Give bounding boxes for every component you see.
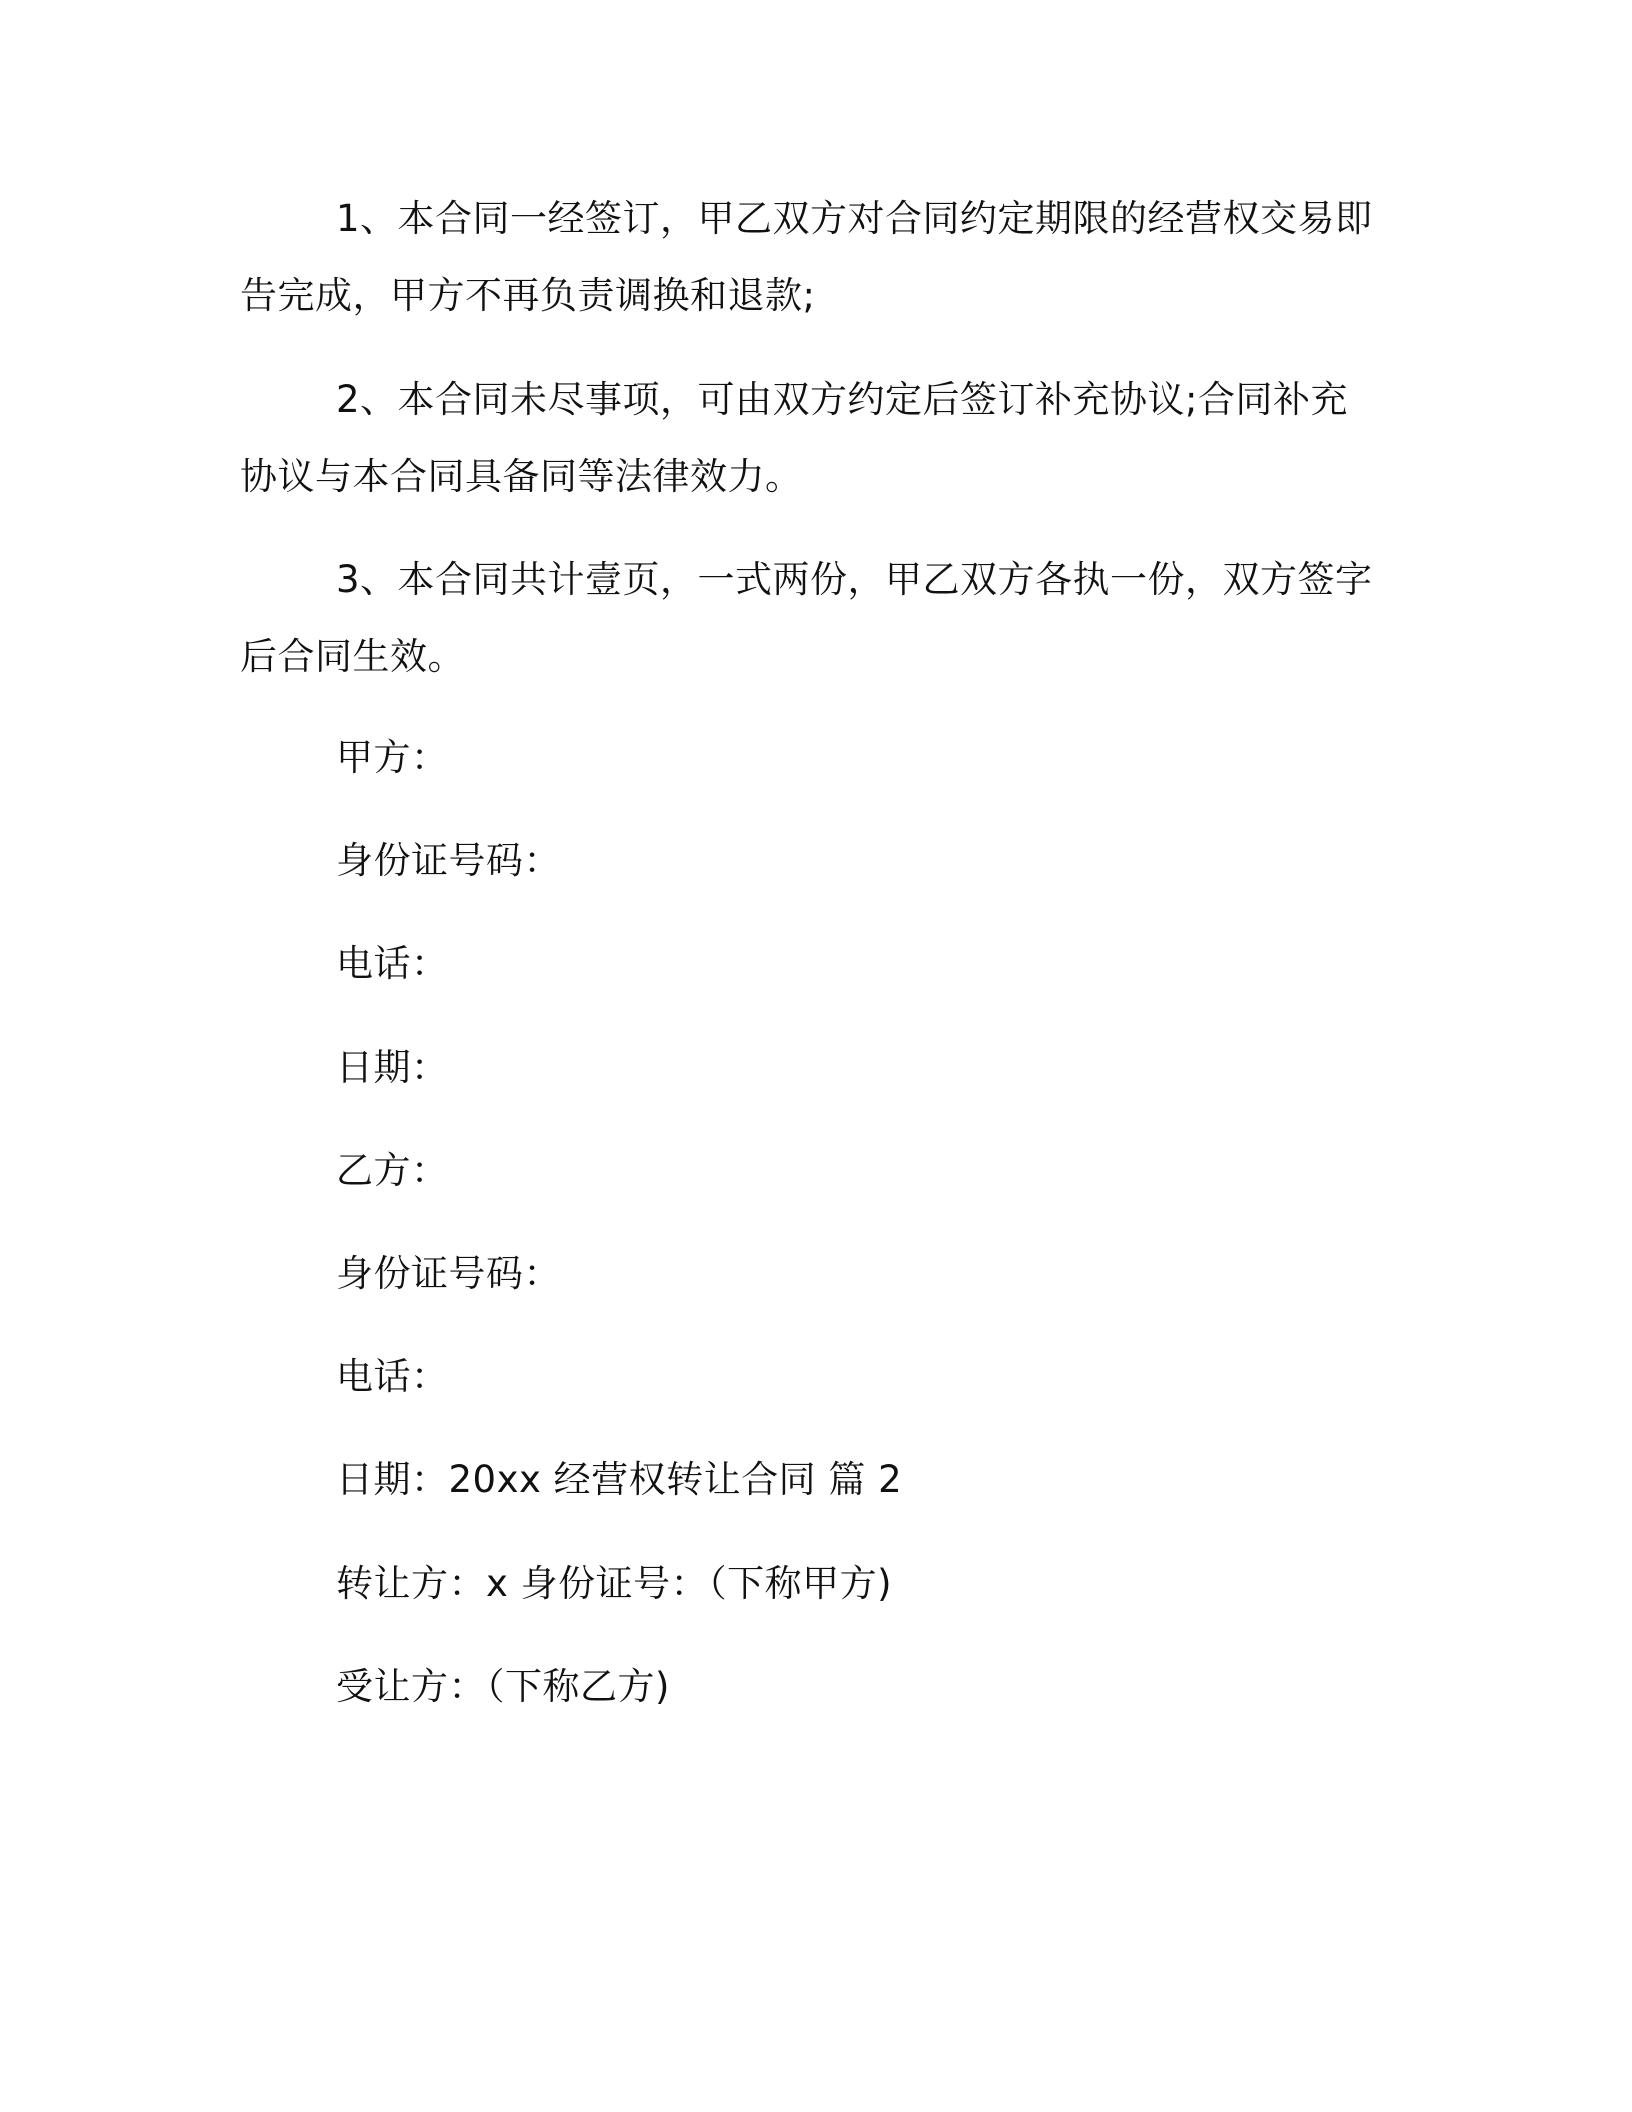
transferee-line: 受让方：（下称乙方) [336,1665,670,1708]
party-b-id-label: 身份证号码： [336,1252,561,1295]
party-a-label: 甲方： [336,736,449,779]
clause-3: 3、本合同共计壹页，一式两份，甲乙双方各执一份，双方签字后合同生效。 [240,558,1373,678]
party-b-date-line: 日期：20xx 经营权转让合同 篇 2 [336,1458,903,1501]
party-b-label: 乙方： [336,1149,449,1192]
clause-1: 1、本合同一经签订，甲乙双方对合同约定期限的经营权交易即告完成，甲方不再负责调换和退款; [240,197,1373,317]
party-a-id-label: 身份证号码： [336,839,561,882]
party-b-phone-label: 电话： [336,1355,449,1398]
party-a-date-label: 日期： [336,1046,449,1089]
transferor-line: 转让方：x 身份证号：（下称甲方) [336,1562,893,1605]
party-a-phone-label: 电话： [336,942,449,985]
clause-2: 2、本合同未尽事项，可由双方约定后签订补充协议;合同补充协议与本合同具备同等法律效力。 [240,378,1349,498]
